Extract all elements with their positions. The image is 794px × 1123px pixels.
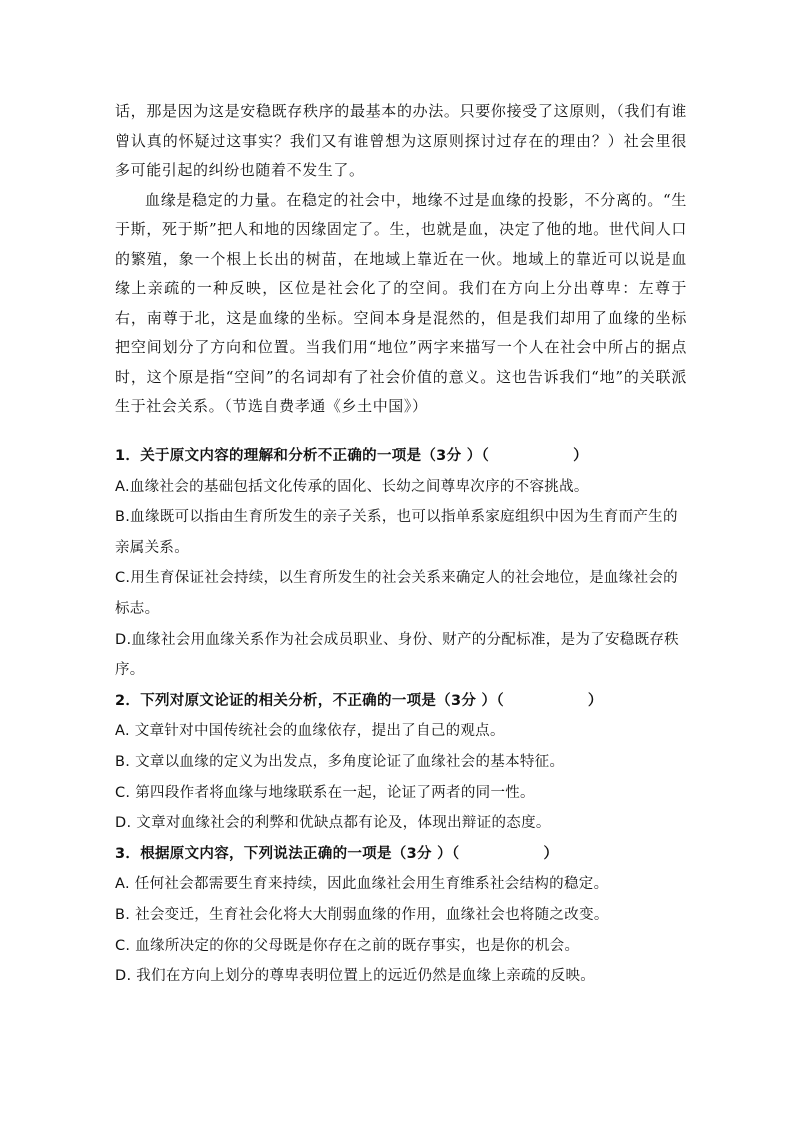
- question-3: [115, 839, 687, 992]
- question-2-option-a: A. 文章针对中国传统社会的血缘依存，提出了自己的观点。: [115, 723, 505, 740]
- reading-passage: [115, 97, 687, 422]
- question-2-option-d: D. 文章对血缘社会的利弊和优缺点都有论及，体现出辩证的态度。: [115, 815, 551, 832]
- question-1: [115, 441, 687, 686]
- question-list: [115, 441, 687, 992]
- question-1-title: 1．关于原文内容的理解和分析不正确的一项是（3分 ）（ ）: [115, 448, 588, 464]
- question-3-option-b: B. 社会变迁，生育社会化将大大削弱血缘的作用，血缘社会也将随之改变。: [115, 906, 609, 923]
- question-2-option-c: C. 第四段作者将血缘与地缘联系在一起，论证了两者的同一性。: [115, 784, 535, 801]
- question-3-option-a: A. 任何社会都需要生育来持续，因此血缘社会用生育维系社会结构的稳定。: [115, 876, 609, 893]
- question-2-option-b: B. 文章以血缘的定义为出发点，多角度论证了血缘社会的基本特征。: [115, 753, 565, 770]
- passage-paragraph-2: 血缘是稳定的力量。在稳定的社会中，地缘不过是血缘的投影，不分离的。“生于斯，死于斯”把人和地的因缘固定了。生，也就是血，决定了他的地。世代间人口的繁殖，象一个根上长出的树苗，在地域上靠近在一伙。地域上的靠近可以说是血缘上亲疏的一种反映，区位是社会化了的空间。我们在方向上分出尊卑：左尊于右，南尊于北，这是血缘的坐标。空间本身是混然的，但是我们却用了血缘的坐标把空间划分了方向和位置。当我们用“地位”两字来描写一个人在社会中所占的据点时，这个原是指“空间”的名词却有了社会价值的意义。这也告诉我们“地”的关联派生于社会关系。（节选自费孝通《乡土中国》）: [115, 190, 687, 415]
- question-3-option-d: D. 我们在方向上划分的尊卑表明位置上的远近仍然是血缘上亲疏的反映。: [115, 968, 596, 985]
- question-1-option-d: D.血缘社会用血缘关系作为社会成员职业、身份、财产的分配标准，是为了安稳既存秩序。: [115, 631, 679, 679]
- question-1-option-c: C.用生育保证社会持续，以生育所发生的社会关系来确定人的社会地位，是血缘社会的标志。: [115, 570, 678, 617]
- question-1-option-b: B.血缘既可以指由生育所发生的亲子关系，也可以指单系家庭组织中因为生育而产生的亲属关系。: [115, 509, 678, 556]
- passage-paragraph-1: 话，那是因为这是安稳既存秩序的最基本的办法。只要你接受了这原则，（我们有谁曾认真的怀疑过这事实？我们又有谁曾想为这原则探讨过存在的理由？）社会里很多可能引起的纠纷也随着不发生了。: [115, 102, 687, 179]
- question-3-option-c: C. 血缘所决定的你的父母既是你存在之前的既存事实，也是你的机会。: [115, 937, 580, 954]
- question-2: [115, 686, 687, 839]
- question-2-title: 2．下列对原文论证的相关分析，不正确的一项是（3分 ）（ ）: [115, 692, 603, 709]
- question-1-option-a: A.血缘社会的基础包括文化传承的固化、长幼之间尊卑次序的不容挑战。: [115, 478, 589, 495]
- question-3-title: 3．根据原文内容，下列说法正确的一项是（3分 ）（ ）: [115, 845, 559, 862]
